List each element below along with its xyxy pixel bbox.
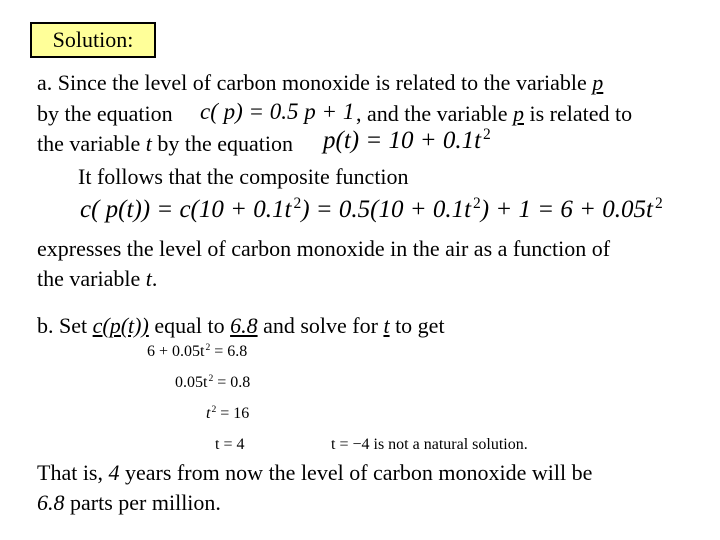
equation-c-of-p: c( p) = 0.5 p + 1 (200, 99, 355, 124)
part-a-line-1-var: p (592, 70, 604, 95)
negative-root-note-text: is not a natural solution. (369, 436, 528, 453)
part-a-line-2-var: p (513, 101, 524, 126)
part-b-expression: c(p(t)) (92, 313, 149, 338)
part-a-line-2-start: by the equation (37, 101, 173, 126)
conclusion-value: 6.8 (37, 490, 65, 515)
composite-exponent-2: 2 (473, 195, 481, 213)
conclusion-text-c: parts per million. (64, 490, 221, 515)
conclusion-text-a: That is, (37, 460, 109, 485)
solve-step-2-exponent: 2 (208, 373, 214, 385)
part-a-line-5: expresses the level of carbon monoxide in the air as a function of (37, 236, 611, 261)
part-b-text-a: b. Set (37, 313, 93, 338)
part-a-line-3-var: t (145, 131, 152, 156)
part-b-text-c: and solve for (257, 313, 384, 338)
negative-root: t = −4 (331, 436, 370, 453)
negative-root-note (331, 436, 528, 454)
solve-step-2: $0.05t^2 = 0.8$ (175, 373, 251, 391)
part-b-instruction (37, 313, 445, 339)
conclusion-years: 4 (108, 460, 120, 485)
solve-step-3-exponent: 2 (211, 404, 217, 416)
composite-exponent-3: 2 (654, 195, 663, 213)
part-a-line-6-var: t (145, 266, 152, 291)
conclusion-line-1 (37, 460, 592, 486)
part-a-line-2-text-b: , and the variable (356, 101, 513, 126)
composite-function-equation: c( p(t)) = c(10 + 0.1t $^2$) = 0.5(10 + 0.1t $^2$) + 1 = 6 + 0.05t $^2$ (80, 195, 663, 223)
equation-p-of-t-exponent: 2 (483, 126, 491, 144)
part-a-line-4: It follows that the composite function (78, 164, 409, 189)
part-a-line-2-text-c: is related to (524, 101, 633, 126)
part-b-text-b: equal to (148, 313, 231, 338)
solution-badge: Solution: (30, 22, 156, 58)
part-a-line-6-text-b: . (151, 266, 158, 291)
part-b-value: 6.8 (230, 313, 258, 338)
composite-exponent-1: 2 (293, 195, 302, 213)
part-b-var: t (383, 313, 390, 338)
solve-step-2-rhs: = 0.8 (213, 374, 251, 391)
part-a-line-6-text-a: the variable (37, 266, 146, 291)
solve-step-3-rhs: = 16 (216, 405, 250, 422)
part-a-line-6 (37, 266, 157, 292)
solve-step-1-exponent: 2 (205, 342, 211, 354)
part-a-line-1 (37, 70, 603, 96)
part-b-text-d: to get (389, 313, 445, 338)
equation-p-of-t: p(t) = 10 + 0.1t $^2$ (323, 126, 491, 154)
solve-step-4: t = 4 (215, 436, 245, 453)
solve-step-1-rhs: = 6.8 (210, 343, 248, 360)
part-a-line-1-text: a. Since the level of carbon monoxide is related to the variable (37, 70, 593, 95)
part-a-line-3-text-a: the variable (37, 131, 146, 156)
conclusion-text-b: years from now the level of carbon monoxide will be (119, 460, 593, 485)
solve-step-3: $t^2 = 16$ (206, 404, 250, 422)
conclusion-line-2 (37, 490, 221, 516)
part-a-line-3-text-b: by the equation (151, 131, 293, 156)
solve-step-1: $6 + 0.05t^2 = 6.8$ (147, 342, 248, 360)
part-a-line-2-end (356, 101, 632, 127)
part-a-line-3 (37, 131, 293, 157)
